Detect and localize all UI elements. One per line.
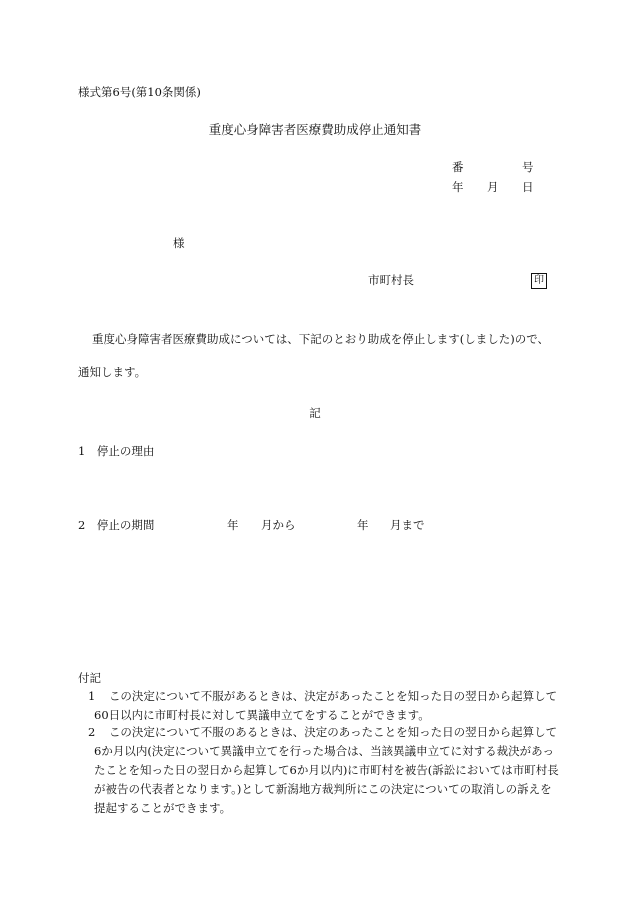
- date-month: 月: [487, 180, 499, 194]
- form-number: 様式第6号(第10条関係): [78, 85, 201, 99]
- date-day: 日: [522, 180, 534, 194]
- period-year-to: 年: [357, 518, 369, 532]
- number-label: 番: [452, 160, 464, 174]
- item-reason: 1 停止の理由: [78, 444, 155, 458]
- issuer: 市町村長: [368, 273, 414, 287]
- note-item-2: [78, 723, 560, 818]
- addressee-suffix: 様: [173, 236, 185, 250]
- period-month-from: 月から: [261, 518, 296, 532]
- note-text: この決定について不服があるときは、決定があったことを知った日の翌日から起算して60日以内に市町村長に対して異議申立てをすることができます。: [94, 689, 558, 722]
- item-period-label: 2 停止の期間: [78, 518, 155, 532]
- number-suffix: 号: [522, 160, 534, 174]
- note-item-1: [78, 687, 560, 725]
- period-year-from: 年: [227, 518, 239, 532]
- body-line-1: 重度心身障害者医療費助成については、下記のとおり助成を停止します(しました)ので、: [92, 332, 550, 346]
- note-number: 2: [88, 725, 96, 739]
- date-year: 年: [452, 180, 464, 194]
- seal-icon: 印: [531, 273, 547, 289]
- notes-heading: 付記: [78, 671, 101, 685]
- document-title: 重度心身障害者医療費助成停止通知書: [208, 122, 422, 137]
- ki-heading: 記: [309, 406, 321, 420]
- body-line-2: 通知します。: [78, 365, 147, 379]
- period-month-to: 月まで: [390, 518, 425, 532]
- note-text: この決定について不服のあるときは、決定のあったことを知った日の翌日から起算して6か月以内(決定について異議申立てを行った場合は、当該異議申立てに対する裁決があったことを知った日の翌日から起算して6か月以内)に市町村を被告(訴訟においては市町村長が被告の代表者となります。)として新潟地方裁判所にこの決定についての取消しの訴えを提起することができます。: [94, 725, 559, 815]
- note-number: 1: [88, 689, 96, 703]
